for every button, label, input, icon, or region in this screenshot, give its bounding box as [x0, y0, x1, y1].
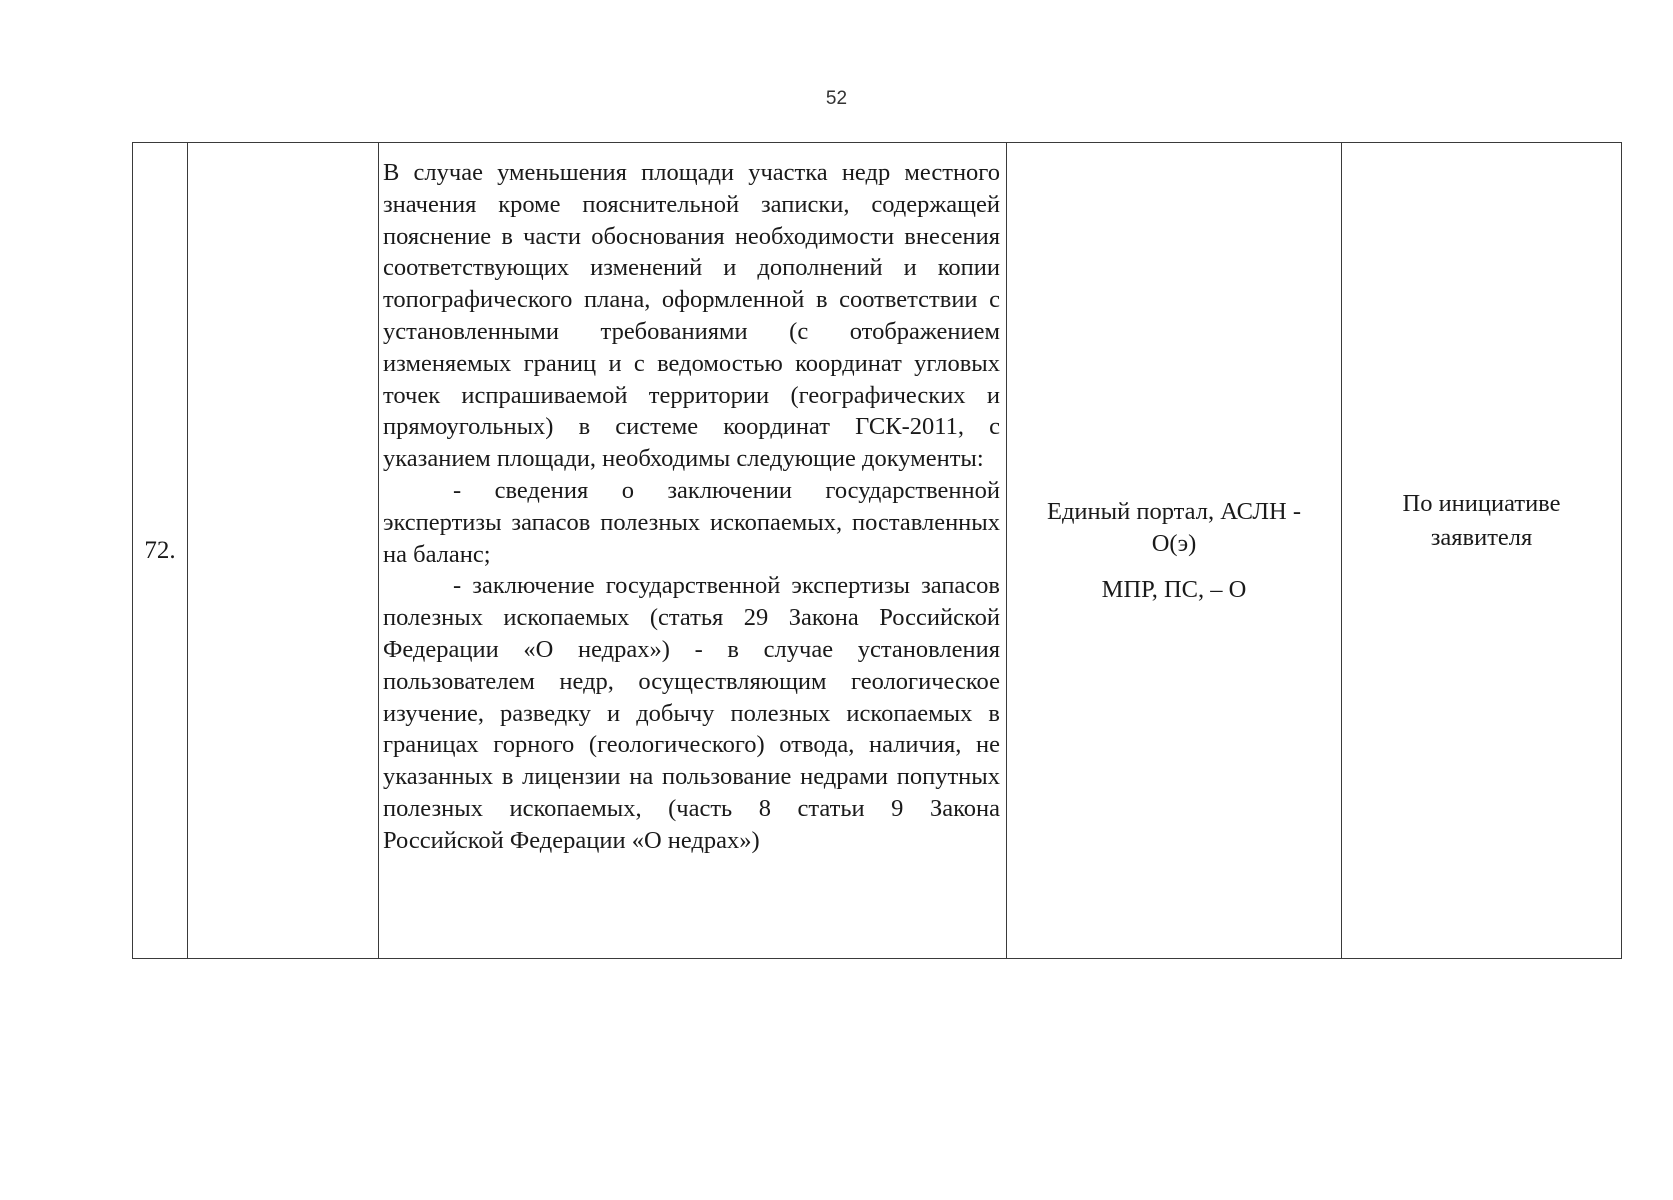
description-paragraph-item-1: - сведения о заключении государственной экспертизы запасов полезных ископаемых, поставленных на баланс; — [383, 476, 1000, 568]
channel-line-1: Единый портал, АСЛН - — [1046, 497, 1301, 525]
row-name-cell — [188, 143, 379, 959]
channel-line-2: О(э) — [1151, 529, 1197, 557]
row-description-cell — [379, 143, 1007, 959]
description-paragraph-main: В случае уменьшения площади участка недр местного значения кроме пояснительной записки, содержащей пояснение в части обоснования необходимости внесения соответствующих изменений и дополнений и копии топографического плана, оформленной в соответствии с установленными требованиями (с отображением изменяемых границ и с ведомостью координат угловых точек испрашиваемой территории (географических и прямоугольных) в системе координат ГСК-2011, с указанием площади, необходимы следующие документы: — [383, 159, 1000, 473]
page-number: 52 — [825, 88, 848, 109]
basis-text: По инициативе заявителя — [1402, 489, 1561, 551]
row-number-cell — [133, 143, 188, 959]
row-channel-cell — [1007, 143, 1342, 959]
table-row — [133, 143, 1622, 959]
row-number: 72. — [144, 536, 176, 564]
requirements-table — [132, 142, 1622, 959]
row-basis-cell — [1342, 143, 1622, 959]
description-paragraph-item-2: - заключение государственной экспертизы запасов полезных ископаемых (статья 29 Закона Российской Федерации «О недрах») - в случае установления пользователем недр, осуществляющим геологическое изучение, разведку и добычу полезных ископаемых в границах горного (геологического) отвода, наличия, не указанных в лицензии на пользование недрами попутных полезных ископаемых, (часть 8 статьи 9 Закона Российской Федерации «О недрах») — [383, 572, 1000, 854]
channel-line-3: МПР, ПС, – О — [1101, 575, 1247, 603]
